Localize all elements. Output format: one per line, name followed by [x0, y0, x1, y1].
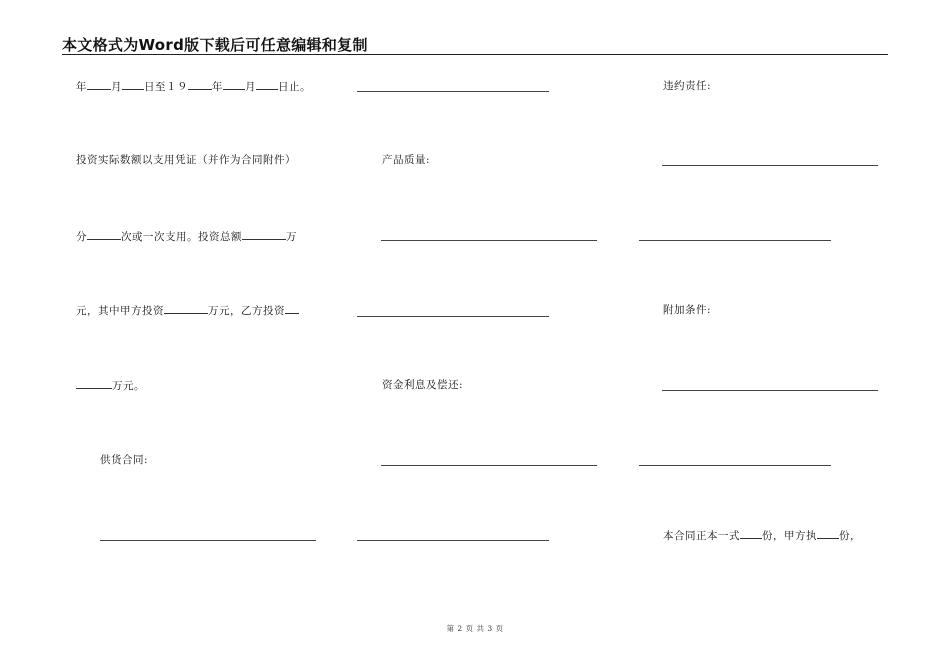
investment-split-line — [76, 303, 299, 318]
page-number: 第 2 页 共 3 页 — [446, 624, 504, 633]
text-month: 月 — [245, 81, 256, 93]
text-copies-end: 份， — [839, 530, 861, 542]
text-year: 年 — [212, 81, 223, 93]
blank-field — [87, 229, 121, 240]
text-party-b-investment: 万元，乙方投资 — [208, 305, 285, 317]
header-rule — [62, 54, 888, 55]
blank-field — [164, 303, 208, 314]
blank-line — [381, 240, 597, 241]
product-quality-label: 产品质量: — [382, 154, 431, 166]
contract-copies-line — [663, 528, 861, 543]
text-wan: 万 — [286, 231, 297, 243]
additional-conditions-label: 附加条件: — [663, 304, 712, 316]
supply-contract-label: 供货合同: — [100, 454, 149, 466]
text-fen: 分 — [76, 231, 87, 243]
blank-line — [662, 390, 878, 391]
text-installments: 次或一次支用。投资总额 — [121, 231, 242, 243]
blank-line — [100, 540, 316, 541]
text-party-a-investment: 元，其中甲方投资 — [76, 305, 164, 317]
blank-field — [817, 528, 839, 539]
blank-field — [256, 79, 278, 90]
blank-line — [639, 240, 831, 241]
text-wan-yuan: 万元。 — [112, 380, 145, 392]
blank-line — [381, 465, 597, 466]
liability-label: 违约责任: — [663, 80, 712, 92]
blank-field — [87, 79, 111, 90]
blank-line — [357, 316, 549, 317]
blank-line — [662, 165, 878, 166]
blank-field — [188, 79, 212, 90]
blank-line — [357, 540, 549, 541]
text-day-to: 日至１９ — [144, 81, 188, 93]
blank-field — [740, 528, 762, 539]
text-party-a-holds: 份，甲方执 — [762, 530, 817, 542]
blank-line — [639, 465, 831, 466]
blank-field — [242, 229, 286, 240]
blank-field — [76, 378, 112, 389]
text-month: 月 — [111, 81, 122, 93]
contract-term-line — [76, 79, 311, 94]
blank-field — [223, 79, 245, 90]
investment-amount-line — [76, 378, 145, 393]
investment-total-line — [76, 229, 297, 244]
text-copies-intro: 本合同正本一式 — [663, 530, 740, 542]
investment-voucher-text: 投资实际数额以支用凭证（并作为合同附件） — [76, 154, 296, 166]
header-title: 本文格式为Word版下载后可任意编辑和复制 — [62, 36, 368, 54]
blank-line — [357, 91, 549, 92]
blank-field — [285, 303, 299, 314]
text-year: 年 — [76, 81, 87, 93]
text-day-end: 日止。 — [278, 81, 311, 93]
blank-field — [122, 79, 144, 90]
interest-repayment-label: 资金利息及偿还: — [382, 379, 464, 391]
